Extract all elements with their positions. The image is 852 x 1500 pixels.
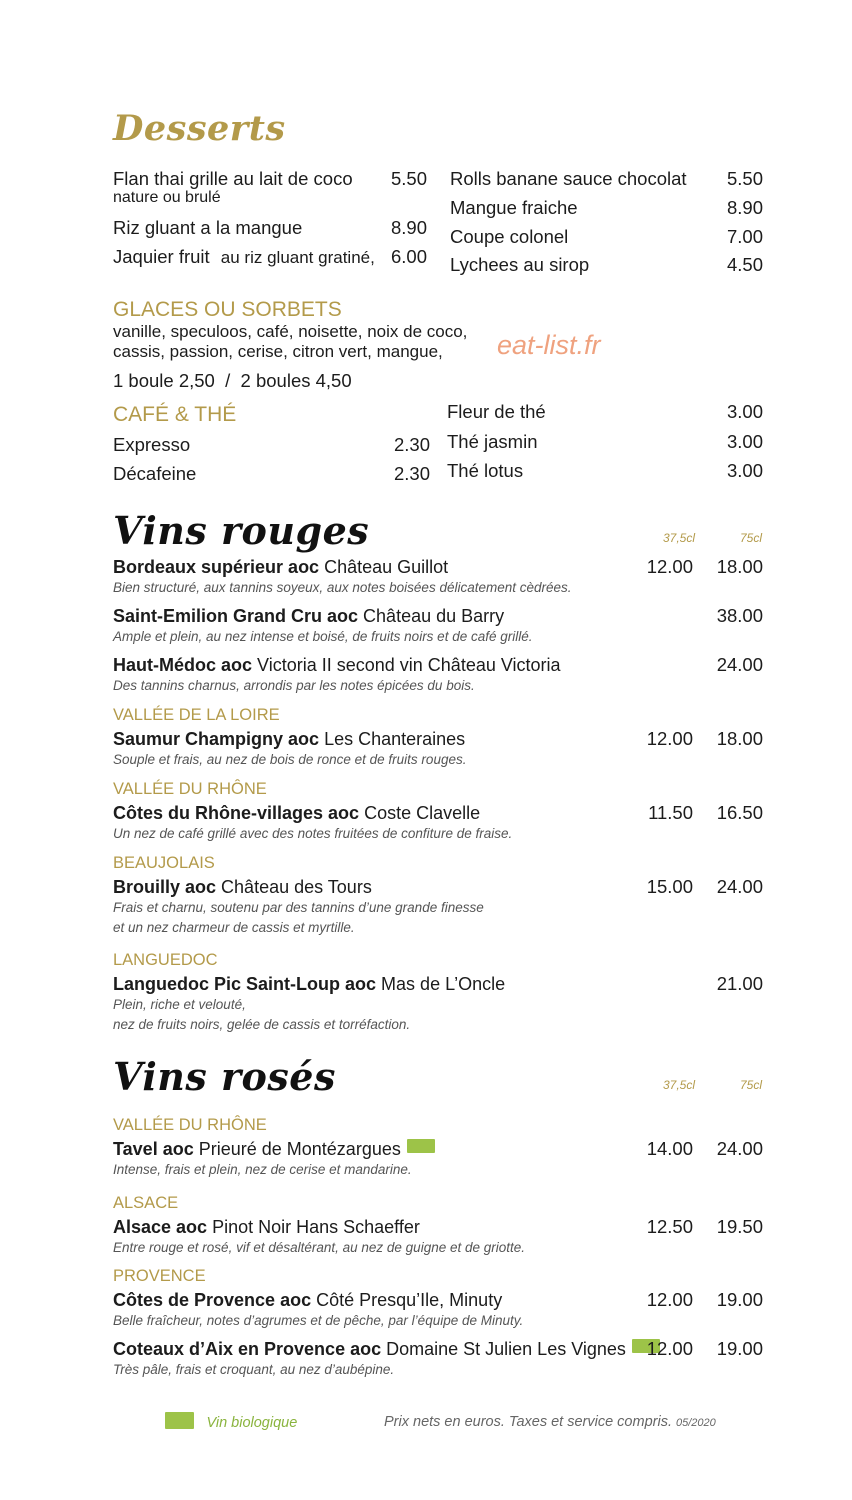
dessert-price: 8.90 [726, 197, 763, 218]
region-label: VALLÉE DU RHÔNE [113, 1116, 267, 1134]
cafe-name: Décafeine [113, 463, 197, 484]
wine-appellation: Saint-Emilion Grand Cru aoc [113, 606, 359, 626]
organic-legend-label: Vin biologique [206, 1415, 298, 1431]
the-price: 3.00 [726, 431, 763, 452]
wine-line [113, 1338, 660, 1360]
volume-header-37: 37,5cl [663, 1078, 696, 1092]
wine-appellation: Côtes de Provence aoc [113, 1290, 312, 1310]
wine-description: Entre rouge et rosé, vif et désaltérant, au nez de guigne et de griotte. [113, 1240, 526, 1255]
wine-price-75: 18.00 [716, 556, 763, 577]
wine-appellation: Tavel aoc [113, 1139, 194, 1159]
vins-rouges-title: Vins rouges [113, 508, 370, 553]
wine-description: Ample et plein, au nez intense et boisé, de fruits noirs et de café grillé. [113, 629, 533, 644]
wine-price-37: 12.00 [646, 728, 693, 749]
desserts-title: Desserts [113, 108, 286, 149]
wine-price-75: 21.00 [716, 973, 763, 994]
dessert-detail: au riz gluant gratiné, [220, 248, 375, 267]
wine-price-37: 11.50 [648, 802, 693, 823]
wine-domain: Pinot Noir Hans Schaeffer [212, 1217, 420, 1237]
region-label: BEAUJOLAIS [113, 854, 215, 872]
wine-line [113, 1216, 420, 1238]
dessert-price: 5.50 [390, 168, 427, 189]
volume-header-75: 75cl [740, 531, 763, 545]
dessert-name: Lychees au sirop [450, 254, 590, 275]
wine-appellation: Languedoc Pic Saint-Loup aoc [113, 974, 377, 994]
dessert-price: 7.00 [726, 226, 763, 247]
dessert-item [113, 246, 375, 269]
cafe-price: 2.30 [393, 463, 430, 484]
cafe-title: CAFÉ & THÉ [113, 403, 237, 426]
wine-domain: Côté Presqu’Ile, Minuty [316, 1290, 503, 1310]
dessert-name: Mangue fraiche [450, 197, 578, 218]
wine-description: Des tannins charnus, arrondis par les notes épicées du bois. [113, 678, 475, 693]
volume-header-37: 37,5cl [663, 531, 696, 545]
wine-appellation: Coteaux d’Aix en Provence aoc [113, 1339, 382, 1359]
wine-price-75: 19.50 [716, 1216, 763, 1237]
wine-price-75: 19.00 [716, 1289, 763, 1310]
wine-description: Très pâle, frais et croquant, au nez d’aubépine. [113, 1362, 395, 1377]
cafe-price: 2.30 [393, 434, 430, 455]
wine-domain: Coste Clavelle [364, 803, 481, 823]
wine-price-75: 24.00 [716, 1138, 763, 1159]
wine-line [113, 728, 465, 750]
wine-domain: Domaine St Julien Les Vignes [386, 1339, 626, 1359]
cafe-name: Expresso [113, 434, 191, 455]
wine-line [113, 1289, 502, 1311]
region-label: PROVENCE [113, 1267, 206, 1285]
wine-description: Souple et frais, au nez de bois de ronce et de fruits rouges. [113, 752, 467, 767]
wine-description: Bien structuré, aux tannins soyeux, aux notes boisées délicatement cèdrées. [113, 580, 572, 595]
dessert-price: 6.00 [390, 246, 427, 267]
wine-price-37: 12.00 [646, 1338, 693, 1359]
dessert-note: nature ou brulé [113, 189, 221, 206]
the-name: Thé lotus [447, 460, 524, 481]
glaces-flavours: vanille, speculoos, café, noisette, noix de coco, [113, 322, 468, 341]
wine-line [113, 876, 372, 898]
wine-price-37: 14.00 [646, 1138, 693, 1159]
wine-domain: Château Guillot [324, 557, 449, 577]
wine-line [113, 973, 505, 995]
wine-appellation: Haut-Médoc aoc [113, 655, 253, 675]
price-note [384, 1414, 716, 1430]
region-label: VALLÉE DU RHÔNE [113, 780, 267, 798]
wine-price-75: 24.00 [716, 654, 763, 675]
watermark: eat-list.fr [497, 330, 601, 360]
wine-description: Plein, riche et velouté, [113, 997, 246, 1012]
organic-leaf-icon [165, 1412, 194, 1429]
region-label: VALLÉE DE LA LOIRE [113, 706, 280, 724]
dessert-price: 4.50 [726, 254, 763, 275]
wine-price-75: 38.00 [716, 605, 763, 626]
wine-price-37: 12.00 [646, 1289, 693, 1310]
dessert-name: Flan thai grille au lait de coco [113, 168, 353, 189]
wine-line [113, 802, 480, 824]
wine-description: Intense, frais et plein, nez de cerise et mandarine. [113, 1162, 412, 1177]
wine-description: Frais et charnu, soutenu par des tannins d’une grande finesse [113, 900, 484, 915]
price-note-text: Prix nets en euros. Taxes et service compris. [384, 1414, 672, 1430]
dessert-name: Jaquier fruit [113, 246, 210, 267]
wine-description: Belle fraîcheur, notes d’agrumes et de pêche, par l’équipe de Minuty. [113, 1313, 524, 1328]
glaces-flavours: cassis, passion, cerise, citron vert, mangue, [113, 342, 443, 361]
wine-price-37: 15.00 [646, 876, 693, 897]
organic-legend [165, 1412, 297, 1432]
wine-line [113, 654, 561, 676]
wine-price-37: 12.50 [646, 1216, 693, 1237]
organic-leaf-icon [407, 1139, 435, 1153]
the-name: Fleur de thé [447, 401, 546, 422]
wine-description: et un nez charmeur de cassis et myrtille. [113, 920, 355, 935]
wine-domain: Victoria II second vin Château Victoria [257, 655, 561, 675]
the-name: Thé jasmin [447, 431, 538, 452]
region-label: ALSACE [113, 1194, 179, 1212]
wine-price-75: 16.50 [716, 802, 763, 823]
wine-appellation: Côtes du Rhône-villages aoc [113, 803, 360, 823]
glaces-prices: 1 boule 2,50 / 2 boules 4,50 [113, 370, 352, 391]
wine-appellation: Bordeaux supérieur aoc [113, 557, 320, 577]
wine-line [113, 556, 448, 578]
wine-domain: Prieuré de Montézargues [198, 1139, 401, 1159]
wine-description: Un nez de café grillé avec des notes fruitées de confiture de fraise. [113, 826, 513, 841]
wine-appellation: Brouilly aoc [113, 877, 217, 897]
wine-domain: Les Chanteraines [324, 729, 466, 749]
dessert-name: Rolls banane sauce chocolat [450, 168, 687, 189]
dessert-name: Riz gluant a la mangue [113, 217, 303, 238]
wine-domain: Château du Barry [363, 606, 505, 626]
wine-description: nez de fruits noirs, gelée de cassis et torréfaction. [113, 1017, 411, 1032]
wine-price-75: 18.00 [716, 728, 763, 749]
wine-line [113, 605, 504, 627]
region-label: LANGUEDOC [113, 951, 218, 969]
wine-appellation: Alsace aoc [113, 1217, 208, 1237]
the-price: 3.00 [726, 401, 763, 422]
wine-domain: Mas de L’Oncle [381, 974, 506, 994]
wine-line [113, 1138, 435, 1160]
the-price: 3.00 [726, 460, 763, 481]
glaces-title: GLACES OU SORBETS [113, 298, 342, 321]
wine-price-37: 12.00 [646, 556, 693, 577]
dessert-name: Coupe colonel [450, 226, 569, 247]
vins-roses-title: Vins rosés [113, 1054, 336, 1099]
dessert-price: 5.50 [726, 168, 763, 189]
wine-appellation: Saumur Champigny aoc [113, 729, 320, 749]
menu-date: 05/2020 [676, 1417, 716, 1429]
volume-header-75: 75cl [740, 1078, 763, 1092]
wine-price-75: 19.00 [716, 1338, 763, 1359]
wine-price-75: 24.00 [716, 876, 763, 897]
wine-domain: Château des Tours [221, 877, 372, 897]
dessert-price: 8.90 [390, 217, 427, 238]
